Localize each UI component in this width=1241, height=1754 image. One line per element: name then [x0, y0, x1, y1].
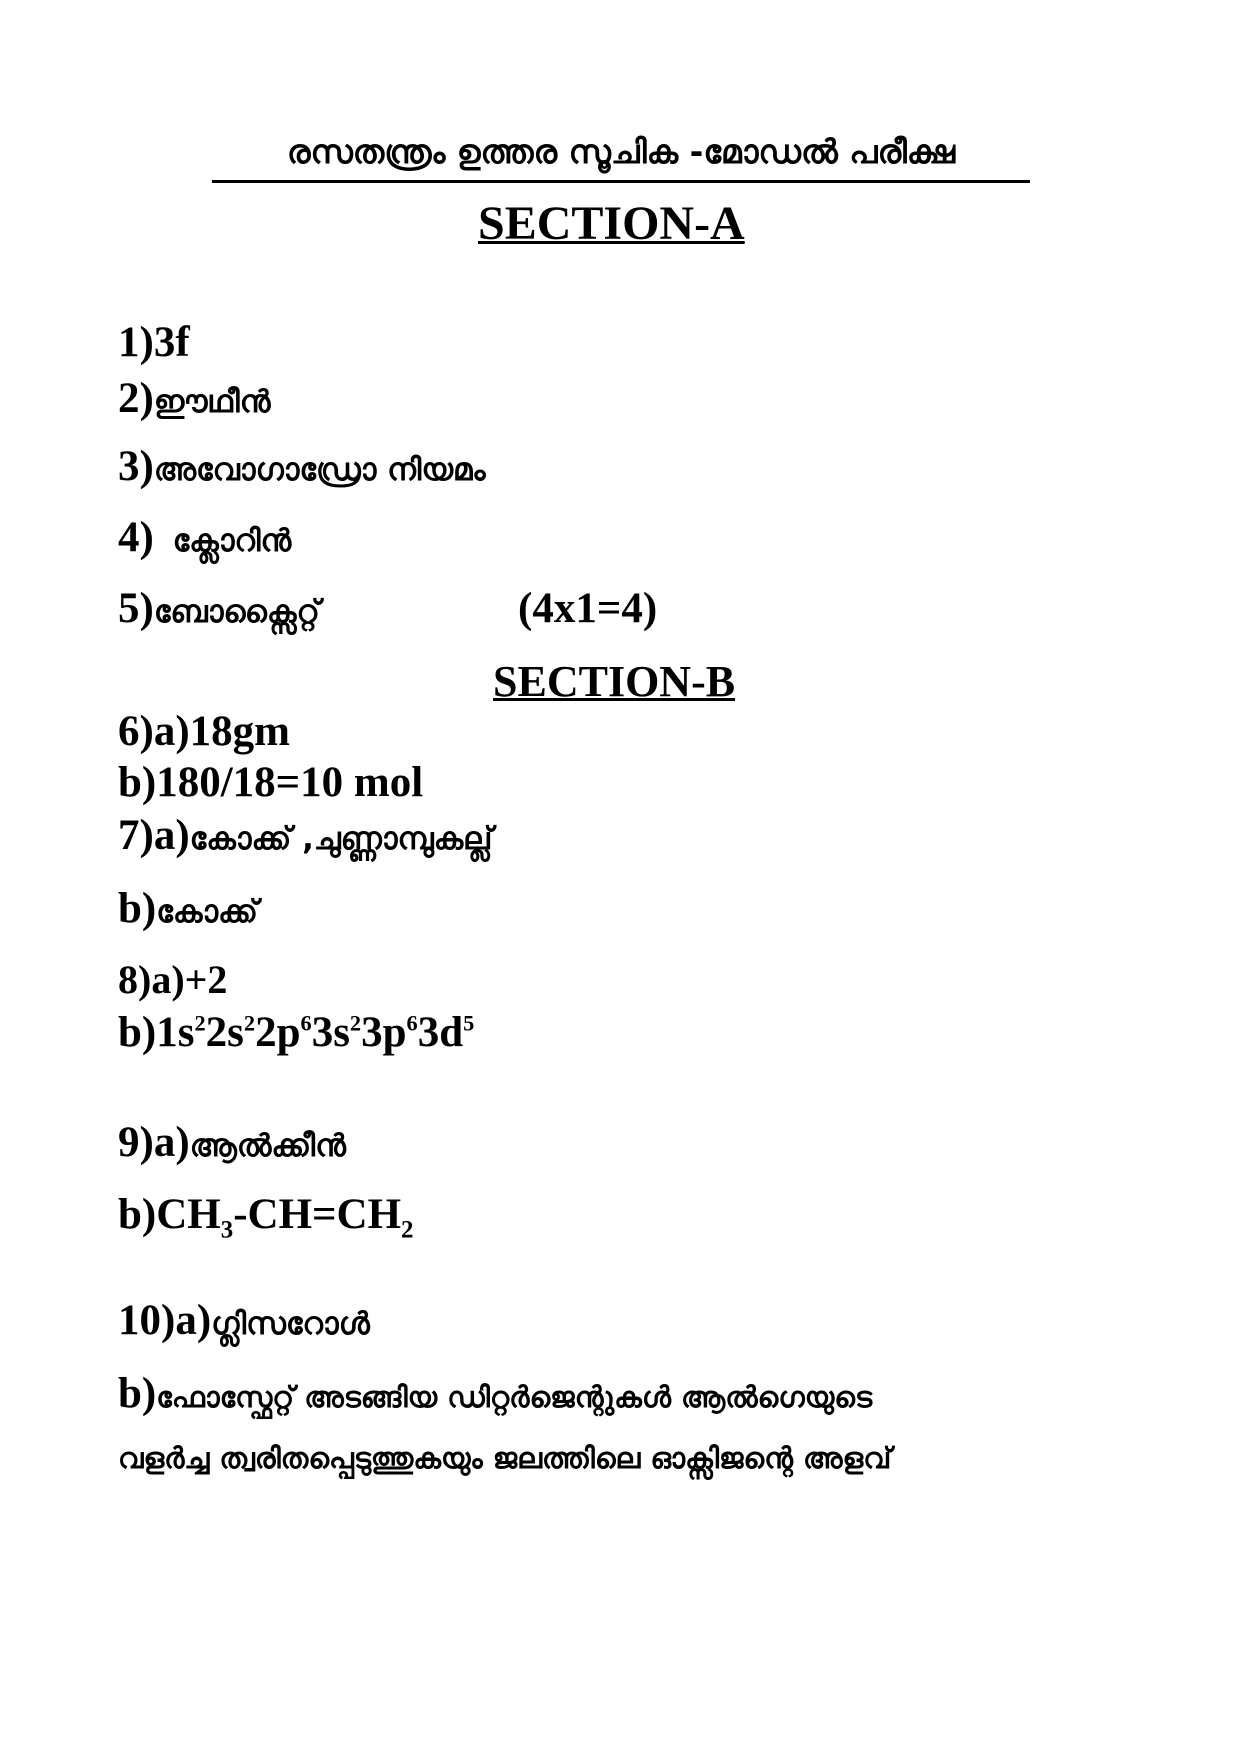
answer-7b-number: b): [118, 885, 157, 932]
answer-7b: [118, 884, 258, 933]
config-sup: 2: [194, 1010, 206, 1036]
config-term: 2p: [255, 1009, 301, 1056]
config-term: 3p: [361, 1009, 407, 1056]
answer-6b: b)180/18=10 mol: [118, 759, 424, 806]
answer-4: [118, 513, 291, 562]
formula-prefix: b)CH: [118, 1191, 221, 1238]
config-term: 3d: [417, 1009, 464, 1056]
answer-8a: 8)a)+2: [118, 957, 228, 1002]
answer-7a-text: കോക്ക് ,ചുണ്ണാമ്പുകല്ല്: [189, 821, 493, 857]
answer-2-number: 2): [118, 375, 154, 422]
config-term: 2s: [205, 1009, 244, 1056]
answer-5-number: 5): [118, 585, 154, 632]
answer-10a-number: 10)a): [118, 1297, 212, 1344]
page-title: രസതന്ത്രം ഉത്തര സൂചിക -മോഡൽ പരീക്ഷ: [212, 132, 1030, 183]
answer-10b-line2: വളർച്ച ത്വരിതപ്പെടുത്തുകയും ജലത്തിലെ ഓക്സിജന്റെ അളവ്: [118, 1441, 892, 1475]
answer-10a-text: ഗ്ലിസറോൾ: [211, 1306, 370, 1342]
answer-10b-number: b): [118, 1370, 157, 1417]
answer-4-text: ക്ലോറിൻ: [172, 523, 292, 559]
config-sup: 2: [349, 1010, 362, 1036]
formula-sub: 3: [220, 1216, 234, 1244]
answer-5: [118, 584, 320, 633]
answer-3: [118, 442, 486, 491]
answer-9a-text: ആൽക്കീൻ: [189, 1128, 346, 1164]
formula-sub: 2: [401, 1216, 414, 1244]
section-a-marks: (4x1=4): [518, 585, 658, 632]
answer-4-number: 4): [118, 514, 165, 561]
config-term: 3s: [311, 1009, 350, 1056]
answer-2: [118, 374, 270, 423]
answer-8b-electron-config: [118, 1008, 474, 1057]
answer-10b-line1: [118, 1369, 872, 1418]
answer-5-text: ബോക്സൈറ്റ്: [153, 594, 320, 630]
answer-3-text: അവോഗാഡ്രോ നിയമം: [153, 452, 486, 488]
section-b-heading: SECTION-B: [493, 657, 736, 706]
answer-10a: [118, 1296, 370, 1345]
answer-7a: [118, 811, 492, 860]
answer-6a: 6)a)18gm: [118, 708, 290, 755]
answer-3-number: 3): [118, 443, 154, 490]
answer-1-text: 3f: [153, 319, 190, 366]
answer-9a-number: 9)a): [118, 1119, 190, 1166]
answer-1-number: 1): [118, 319, 154, 366]
section-a-heading: SECTION-A: [478, 197, 745, 250]
answer-9a: [118, 1118, 346, 1167]
config-sup: 2: [243, 1010, 256, 1036]
answer-2-text: ഈഥീൻ: [153, 384, 271, 420]
config-sup: 6: [406, 1010, 418, 1036]
answer-7a-number: 7)a): [118, 812, 190, 859]
config-sup: 5: [463, 1010, 475, 1036]
config-prefix: b)1s: [118, 1009, 195, 1056]
answer-9b-formula: [118, 1190, 414, 1244]
answer-10b-text-line1: ഫോസ്ഫേറ്റ് അടങ്ങിയ ഡിറ്റർജെന്റുകൾ ആൽഗെയുടെ: [156, 1380, 873, 1414]
answer-7b-text: കോക്ക്: [156, 894, 258, 930]
formula-mid: -CH=CH: [233, 1191, 402, 1238]
answer-1: [118, 318, 190, 367]
config-sup: 6: [300, 1010, 312, 1036]
